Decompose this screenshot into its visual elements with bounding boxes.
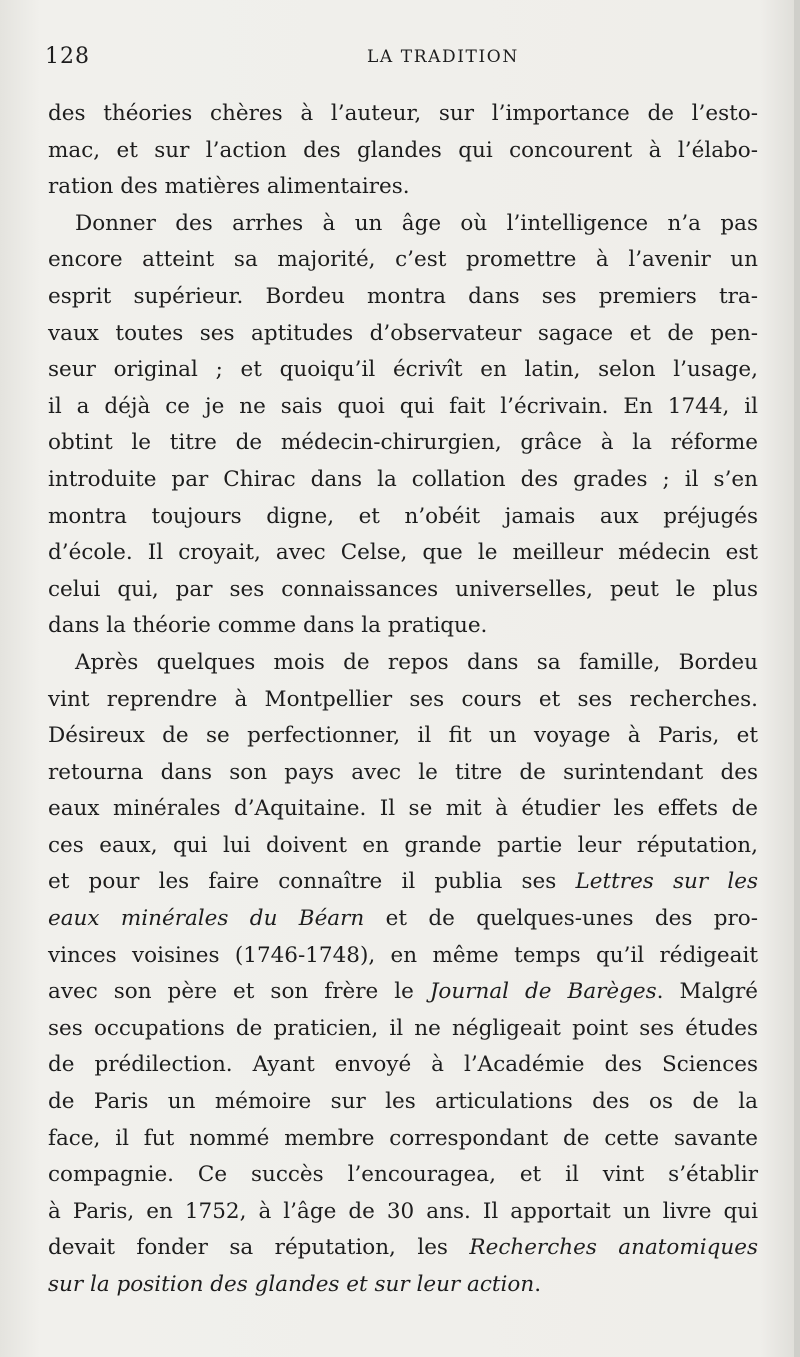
line-text: compagnie. Ce succès l’encouragea, et il vint s’établir — [48, 1162, 758, 1188]
text-line — [48, 242, 758, 279]
line-text: des théories chères à l’auteur, sur l’importance de l’esto- — [48, 101, 758, 126]
line-text: vaux toutes ses aptitudes d’observateur sagace et de pen- — [48, 320, 758, 346]
line-text: obtint le titre de médecin-chirurgien, grâce à la réforme — [48, 430, 758, 456]
text-line — [48, 1194, 758, 1231]
line-text: Après quelques mois de repos dans sa famille, Bordeu — [75, 649, 758, 675]
line-text: encore atteint sa majorité, c’est promettre à l’avenir un — [48, 247, 758, 273]
text-line — [48, 718, 758, 755]
line-text: celui qui, par ses connaissances universelles, peut le plus — [48, 576, 758, 602]
text-line — [48, 1011, 758, 1048]
line-text: esprit supérieur. Bordeu montra dans ses premiers tra- — [48, 283, 758, 309]
text-line — [48, 755, 758, 792]
line-text: ces eaux, qui lui doivent en grande partie leur réputation, — [48, 832, 758, 858]
text-line — [48, 206, 758, 243]
text-line — [48, 828, 758, 865]
line-text: Désireux de se perfectionner, il fit un voyage à Paris, et — [48, 723, 758, 749]
text-line — [48, 279, 758, 316]
text-line — [48, 316, 758, 353]
text-line — [48, 1121, 758, 1158]
text-line — [48, 572, 758, 609]
text-line — [48, 791, 758, 828]
page-edge-shadow — [794, 0, 800, 1357]
text-line — [48, 535, 758, 572]
line-text: ses occupations de praticien, il ne négligeait point ses études — [48, 1015, 758, 1041]
line-text: montra toujours digne, et n’obéit jamais aux préjugés — [48, 503, 758, 529]
line-text: et pour les faire connaître il publia ses — [48, 869, 576, 895]
line-text: face, il fut nommé membre correspondant de cette savante — [48, 1125, 758, 1151]
text-line — [48, 682, 758, 719]
line-text: devait fonder sa réputation, les — [48, 1235, 470, 1261]
italic-title: sur la position des glandes et sur leur action — [48, 1272, 535, 1297]
text-line — [48, 1047, 758, 1084]
text-line — [48, 133, 758, 170]
italic-title: Journal de Barèges — [429, 979, 657, 1005]
running-title: LA TRADITION — [367, 47, 519, 67]
line-text: il a déjà ce je ne sais quoi qui fait l’écrivain. En 1744, il — [48, 393, 758, 419]
text-line — [48, 1230, 758, 1267]
text-line — [48, 352, 758, 389]
text-line — [48, 96, 758, 133]
text-line — [48, 425, 758, 462]
text-line — [48, 864, 758, 901]
line-text: de Paris un mémoire sur les articulations des os de la — [48, 1089, 758, 1115]
line-text-after: et de quelques-unes des pro- — [364, 906, 758, 932]
line-text: dans la théorie comme dans la pratique. — [48, 613, 488, 639]
text-line — [48, 1084, 758, 1121]
text-line — [48, 901, 758, 938]
body-text — [48, 96, 758, 1304]
line-text: eaux minérales d’Aquitaine. Il se mit à étudier les effets de — [48, 796, 758, 822]
line-text: introduite par Chirac dans la collation des grades ; il s’en — [48, 466, 758, 492]
line-text-after: . — [534, 1272, 542, 1297]
page-number: 128 — [45, 44, 90, 69]
text-line — [48, 608, 758, 645]
line-text-after: . Malgré — [656, 979, 758, 1005]
line-text: d’école. Il croyait, avec Celse, que le meilleur médecin est — [48, 540, 758, 566]
italic-title: Recherches anatomiques — [469, 1235, 758, 1261]
text-line — [48, 645, 758, 682]
text-line — [48, 499, 758, 536]
line-text: à Paris, en 1752, à l’âge de 30 ans. Il apportait un livre qui — [48, 1198, 758, 1224]
text-line — [48, 169, 758, 206]
line-text: retourna dans son pays avec le titre de surintendant des — [48, 759, 758, 785]
text-line — [48, 389, 758, 426]
text-line — [48, 1267, 758, 1304]
text-line — [48, 1157, 758, 1194]
italic-title: eaux minérales du Béarn — [48, 906, 365, 932]
line-text: vint reprendre à Montpellier ses cours et ses recherches. — [48, 686, 758, 712]
page-header — [45, 44, 755, 76]
line-text: seur original ; et quoiqu’il écrivît en latin, selon l’usage, — [48, 357, 758, 383]
line-text: vinces voisines (1746-1748), en même temps qu’il rédigeait — [48, 942, 758, 968]
line-text: mac, et sur l’action des glandes qui concourent à l’élabo- — [48, 137, 758, 163]
text-line — [48, 938, 758, 975]
line-text: de prédilection. Ayant envoyé à l’Académie des Sciences — [48, 1052, 758, 1078]
line-text: Donner des arrhes à un âge où l’intelligence n’a pas — [75, 210, 758, 236]
line-text: avec son père et son frère le — [48, 979, 430, 1005]
text-line — [48, 462, 758, 499]
line-text: ration des matières alimentaires. — [48, 174, 410, 200]
italic-title: Lettres sur les — [575, 869, 759, 895]
text-line — [48, 974, 758, 1011]
